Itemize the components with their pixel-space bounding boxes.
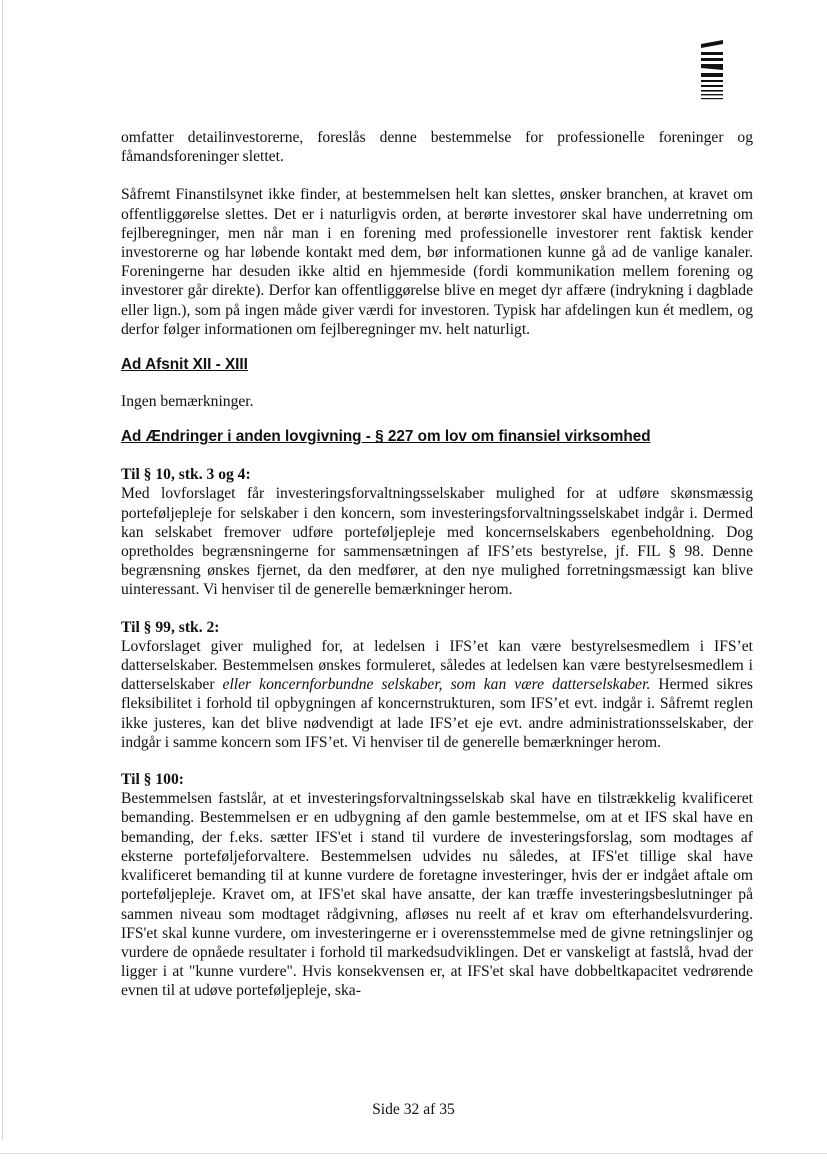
paragraph-par-99-part2: Hermed sikres fleksibilitet i forhold til opbygningen af koncernstrukturen, som IFS’et evt. indgår i. Såfremt reglen ikke justeres, kan det blive nødvendigt at lade IFS’et eje evt. andre administrationsselskaber, der indgår i samme koncern som IFS’et. Vi henviser til de generelle bemærkninger herom. — [121, 676, 753, 751]
page-number-footer: Side 32 af 35 — [372, 1101, 455, 1118]
paragraph-offentliggoerelse: Såfremt Finanstilsynet ikke finder, at bestemmelsen helt kan slettes, ønsker branchen, at kravet om offentliggørelse slettes. Det er i naturligvis orden, at berørte investorer skal have underretning om fejlberegninger, men når man i en forening med professionelle investorer rent faktisk kender investorerne og har løbende kontakt med dem, bør informationen kunne gå ad de vanlige kanaler. Foreningerne har desuden ikke altid en hjemmeside (fordi kommunikation mellem forening og investorer går direkte). Derfor kan offentliggørelse blive en meget dyr affære (indrykning i dagblade eller lign.), som på ingen måde giver værdi for investoren. Typisk har afdelingen kun ét medlem, og derfor følger informationen om fejlberegninger mv. helt naturligt. — [121, 186, 753, 338]
paragraph-par-99 — [121, 637, 753, 752]
section-heading-aendringer: Ad Ændringer i anden lovgivning - § 227 om lov om finansiel virksomhed — [121, 428, 651, 446]
paragraph-par-99-part1: Lovforslaget giver mulighed for, at ledelsen i IFS’et kan være bestyrelsesmedlem i IFS’et datterselskaber. Bestemmelsen ønskes formuleret, således at ledelsen kan være bestyrelsesmedlem i datterselskaber — [121, 637, 753, 694]
striped-logo-icon — [701, 40, 723, 102]
left-margin-rule — [2, 0, 3, 1140]
paragraph-par-99-italic: eller koncernforbundne selskaber, som kan være datterselskaber. — [222, 676, 651, 694]
paragraph-par-10: Med lovforslaget får investeringsforvaltningsselskaber mulighed for at udføre skønsmæssig porteføljepleje for selskaber i den koncern, som investeringsforvaltningsselskabet indgår i. Dermed kan selskabet fremover udføre porteføljepleje med koncernselskabers egenbeholdning. Dog opretholdes begrænsningerne for sammensætningen af IFS’ets bestyrelse, jf. FIL § 98. Denne begrænsning ønskes fjernet, da den medfører, at den nye mulighed forretningsmæssigt kan blive uinteressant. Vi henviser til de generelle bemærkninger herom. — [121, 485, 753, 599]
paragraph-no-remarks: Ingen bemærkninger. — [121, 393, 254, 411]
bottom-rule — [0, 1153, 827, 1154]
paragraph-continuation: omfatter detailinvestorerne, foreslås denne bestemmelse for professionelle foreninger og fåmandsforeninger slettet. — [121, 129, 753, 166]
subheading-par-100: Til § 100: — [121, 771, 184, 789]
subheading-par-99: Til § 99, stk. 2: — [121, 618, 220, 636]
paragraph-par-100: Bestemmelsen fastslår, at et investeringsforvaltningsselskab skal have en tilstrækkelig kvalificeret bemanding. Bestemmelsen er en udbygning af den gamle bestemmelse, om at et IFS skal have en bemanding, der f.eks. sætter IFS'et i stand til vurdere de investeringsforslag, som modtages af eksterne porteføljeforvaltere. Bestemmelsen udvides nu således, at IFS'et tillige skal have kvalificeret bemanding til at kunne vurdere de foretagne investeringer, hvis der er indgået aftale om porteføljepleje. Kravet om, at IFS'et skal have ansatte, der kan træffe investeringsbeslutninger på sammen niveau som modtaget rådgivning, afløses nu reelt af et krav om efterhandelsvurdering. IFS'et skal kunne vurdere, om investeringerne er i overensstemmelse med de givne retningslinjer og vurdere de opnåede resultater i forhold til markedsudviklingen. Det er vanskeligt at fastslå, hvad der ligger i at "kunne vurdere". Hvis konsekvensen er, at IFS'et skal have dobbeltkapacitet vedrørende evnen til at udøve porteføljepleje, ska- — [121, 790, 753, 1000]
document-body — [121, 128, 753, 1001]
section-heading-afsnit: Ad Afsnit XII - XIII — [121, 356, 248, 374]
subheading-par-10: Til § 10, stk. 3 og 4: — [121, 466, 251, 484]
